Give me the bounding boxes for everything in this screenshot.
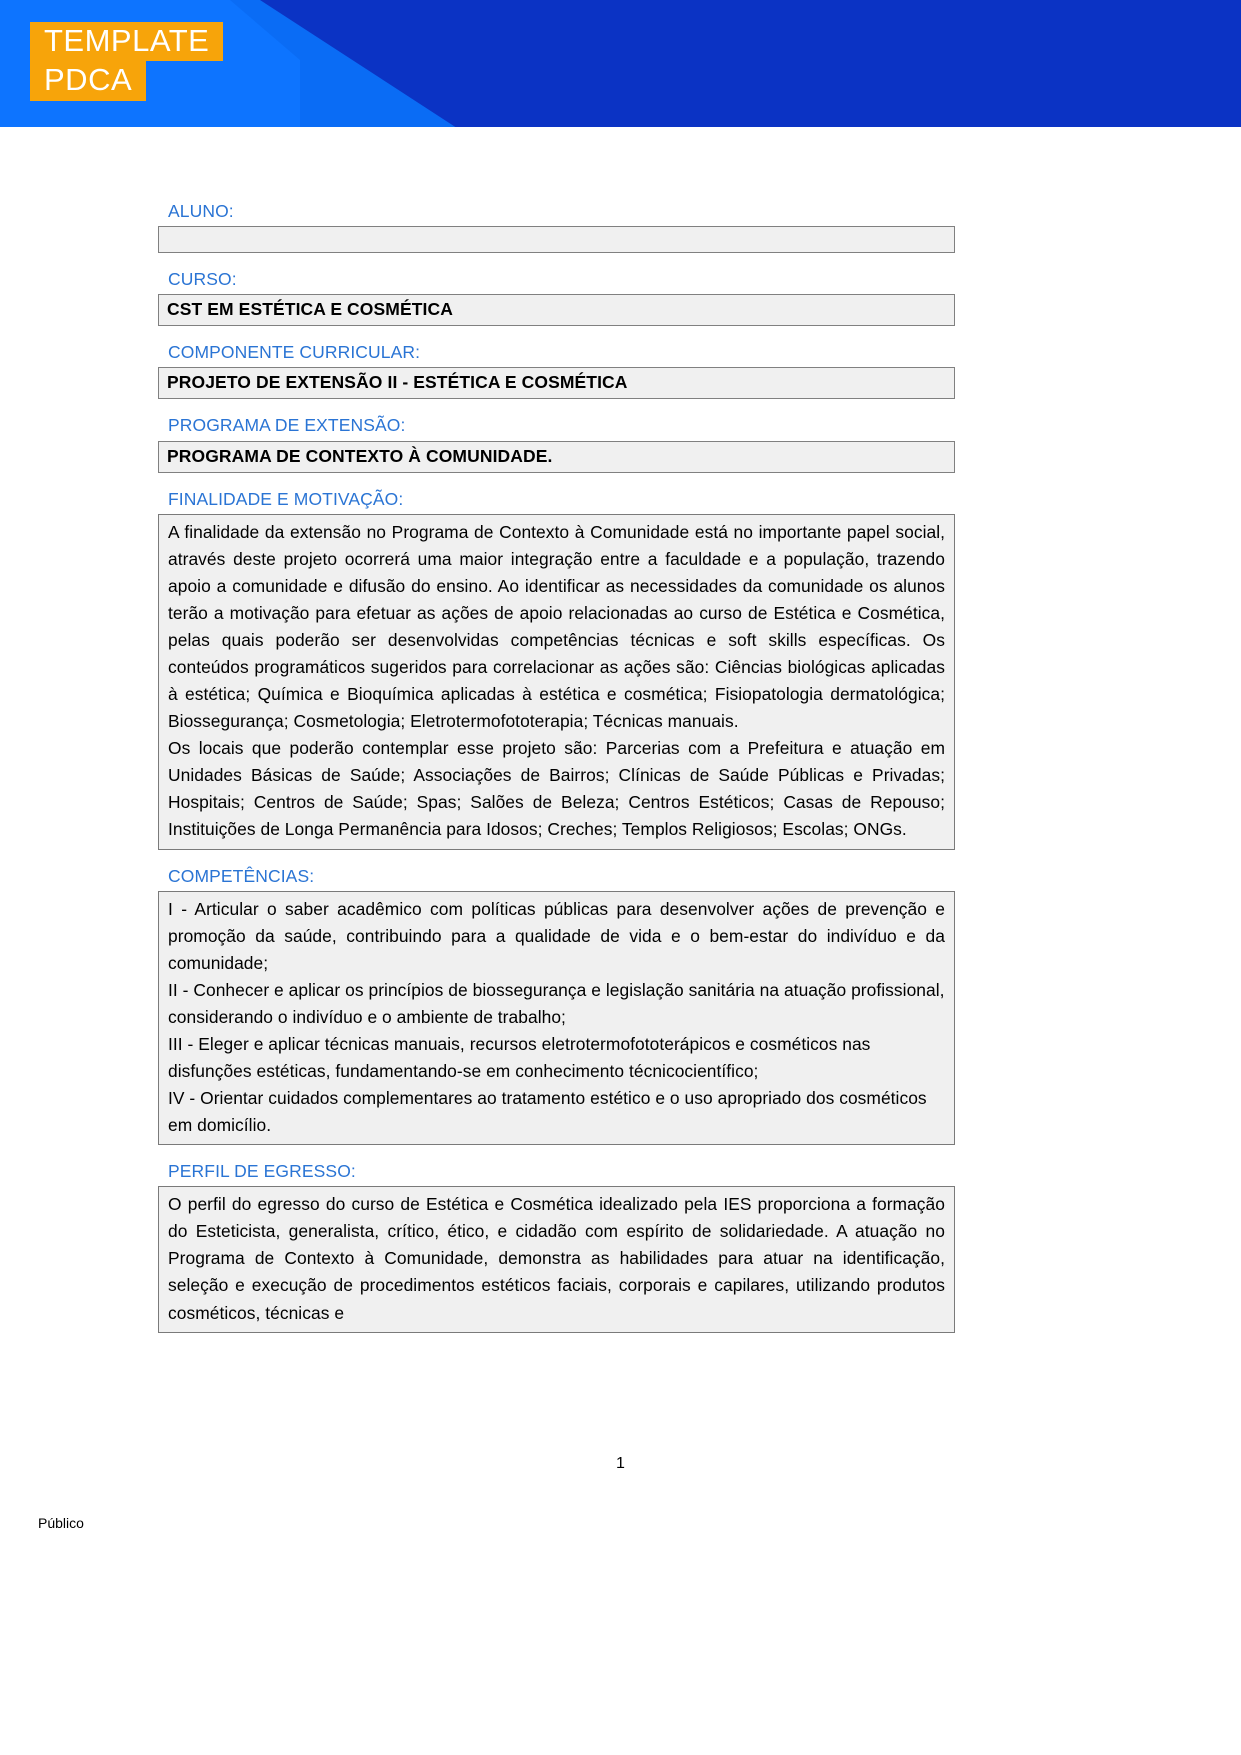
page-header-banner xyxy=(0,0,1241,130)
badge-line-pdca: PDCA xyxy=(30,61,146,100)
page-number: 1 xyxy=(616,1455,625,1472)
field-input-competencias[interactable] xyxy=(158,891,955,1146)
field-competencias xyxy=(158,865,955,1146)
banner-bottom-rule xyxy=(0,127,1241,130)
finalidade-paragraph-2: Os locais que poderão contemplar esse projeto são: Parcerias com a Prefeitura e atuação em Unidades Básicas de Saúde; Associações de Bairros; Clínicas de Saúde Públicas e Privadas; Hospitais; Centros de Saúde; Spas; Salões de Beleza; Centros Estéticos; Casas de Repouso; Instituições de Longa Permanência para Idosos; Creches; Templos Religiosos; Escolas; ONGs. xyxy=(168,738,945,840)
field-input-finalidade-e-motivacao[interactable] xyxy=(158,514,955,850)
field-label-aluno: ALUNO: xyxy=(168,201,234,221)
template-pdca-badge xyxy=(30,22,223,101)
field-label-componente-curricular: COMPONENTE CURRICULAR: xyxy=(168,342,421,363)
footer-classification-label: Público xyxy=(38,1515,84,1531)
badge-line-template: TEMPLATE xyxy=(30,22,223,61)
field-input-componente-curricular[interactable] xyxy=(158,367,955,399)
field-label-finalidade-e-motivacao: FINALIDADE E MOTIVAÇÃO: xyxy=(168,488,404,509)
field-aluno xyxy=(158,200,955,253)
perfil-egresso-paragraph: O perfil do egresso do curso de Estética e Cosmética idealizado pela IES proporciona a formação do Esteticista, generalista, crítico, ético, e cidadão com espírito de solidariedade. A atuação no Programa de Contexto à Comunidade, demonstra as habilidades para atuar na identificação, seleção e execução de procedimentos estéticos faciais, corporais e capilares, utilizando produtos cosméticos, técnicas e xyxy=(168,1194,945,1323)
field-perfil-de-egresso xyxy=(158,1160,955,1332)
field-label-competencias: COMPETÊNCIAS: xyxy=(168,865,315,886)
competencia-item-3: III - Eleger e aplicar técnicas manuais, recursos eletrotermofototerápicos e cosméticos nas disfunções estéticas, fundamentando-se em conhecimento técnicocientífico; xyxy=(168,1033,871,1081)
field-input-aluno[interactable] xyxy=(158,226,955,253)
field-curso xyxy=(158,268,955,326)
field-label-curso: CURSO: xyxy=(168,269,237,290)
competencia-item-4: IV - Orientar cuidados complementares ao tratamento estético e o uso apropriado dos cosméticos em domicílio. xyxy=(168,1088,927,1136)
field-label-programa-de-extensao: PROGRAMA DE EXTENSÃO: xyxy=(168,415,406,436)
field-componente-curricular xyxy=(158,341,955,399)
field-value-componente-curricular: PROJETO DE EXTENSÃO II - ESTÉTICA E COSMÉTICA xyxy=(167,372,628,393)
competencia-item-2: II - Conhecer e aplicar os princípios de biossegurança e legislação sanitária na atuação profissional, considerando o indivíduo e o ambiente de trabalho; xyxy=(168,979,945,1027)
field-programa-de-extensao xyxy=(158,414,955,472)
field-value-curso: CST EM ESTÉTICA E COSMÉTICA xyxy=(167,299,453,320)
form-content xyxy=(158,200,955,1348)
field-finalidade-e-motivacao xyxy=(158,488,955,850)
finalidade-paragraph-1: A finalidade da extensão no Programa de Contexto à Comunidade está no importante papel social, através deste projeto ocorrerá uma maior integração entre a faculdade e a população, trazendo apoio a comunidade e difusão do ensino. Ao identificar as necessidades da comunidade os alunos terão a motivação para efetuar as ações de apoio relacionadas ao curso de Estética e Cosmética, pelas quais poderão ser desenvolvidas competências técnicas e soft skills específicas. Os conteúdos programáticos sugeridos para correlacionar as ações são: Ciências biológicas aplicadas à estética; Química e Bioquímica aplicadas à estética e cosmética; Fisiopatologia dermatológica; Biossegurança; Cosmetologia; Eletrotermofototerapia; Técnicas manuais. xyxy=(168,521,945,732)
field-input-programa-de-extensao[interactable] xyxy=(158,441,955,473)
field-value-programa-de-extensao: PROGRAMA DE CONTEXTO À COMUNIDADE. xyxy=(167,445,553,466)
competencia-item-1: I - Articular o saber acadêmico com políticas públicas para desenvolver ações de prevenção e promoção da saúde, contribuindo para a qualidade de vida e o bem-estar do indivíduo e da comunidade; xyxy=(168,898,945,973)
field-input-curso[interactable] xyxy=(158,294,955,326)
field-label-perfil-de-egresso: PERFIL DE EGRESSO: xyxy=(168,1161,356,1182)
field-input-perfil-de-egresso[interactable] xyxy=(158,1186,955,1332)
